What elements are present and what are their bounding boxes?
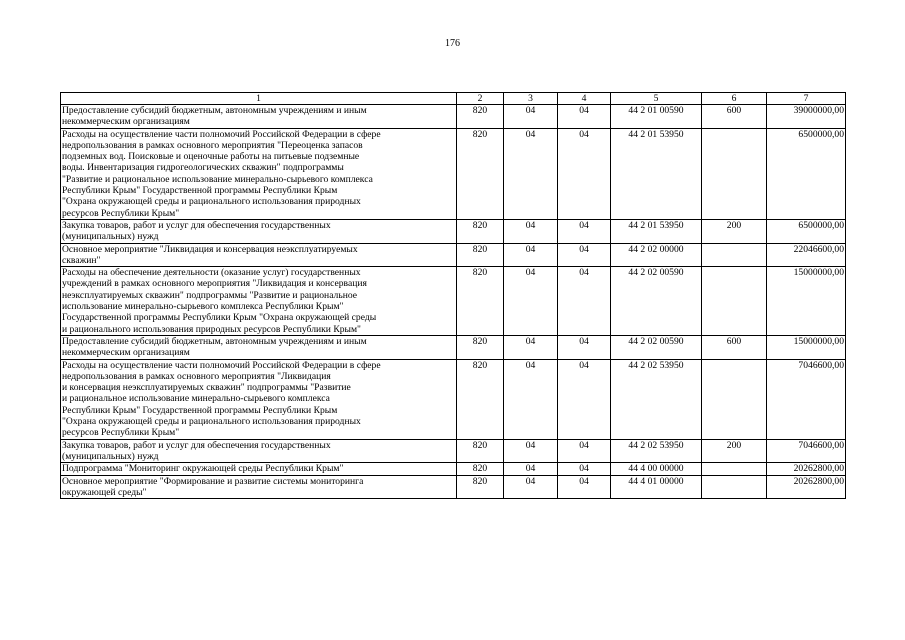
row-amount: 15000000,00 [767,335,846,359]
row-col-5: 44 2 01 00590 [611,105,702,129]
table-row [61,359,846,439]
row-col-3: 04 [504,267,558,336]
row-amount: 7046600,00 [767,439,846,463]
row-col-3: 04 [504,439,558,463]
row-col-4: 04 [558,219,611,243]
row-col-2: 820 [457,463,504,475]
row-name: Предоставление субсидий бюджетным, автономным учреждениям и иным некоммерческим организациям [61,335,457,359]
row-col-6: 200 [702,439,767,463]
row-col-5: 44 4 00 00000 [611,463,702,475]
row-col-3: 04 [504,359,558,439]
header-col-5: 5 [611,93,702,105]
row-amount: 39000000,00 [767,105,846,129]
header-col-2: 2 [457,93,504,105]
header-col-4: 4 [558,93,611,105]
row-amount: 15000000,00 [767,267,846,336]
row-col-5: 44 2 02 00590 [611,267,702,336]
table-row [61,243,846,267]
header-col-1: 1 [61,93,457,105]
row-col-2: 820 [457,439,504,463]
row-col-4: 04 [558,335,611,359]
row-name: Предоставление субсидий бюджетным, автономным учреждениям и иным некоммерческим организациям [61,105,457,129]
row-name: Закупка товаров, работ и услуг для обеспечения государственных (муниципальных) нужд [61,219,457,243]
table-row [61,128,846,219]
row-col-5: 44 2 01 53950 [611,128,702,219]
row-col-3: 04 [504,475,558,499]
row-col-5: 44 2 01 53950 [611,219,702,243]
row-col-2: 820 [457,267,504,336]
row-col-2: 820 [457,359,504,439]
row-col-4: 04 [558,439,611,463]
row-col-4: 04 [558,128,611,219]
header-col-6: 6 [702,93,767,105]
row-col-6 [702,359,767,439]
row-amount: 6500000,00 [767,128,846,219]
row-col-4: 04 [558,267,611,336]
row-col-6 [702,267,767,336]
row-col-2: 820 [457,335,504,359]
row-col-6: 600 [702,335,767,359]
budget-table [60,92,846,499]
row-name: Основное мероприятие "Формирование и развитие системы мониторинга окружающей среды" [61,475,457,499]
row-col-6 [702,475,767,499]
row-col-6: 200 [702,219,767,243]
row-col-3: 04 [504,219,558,243]
row-name: Расходы на осуществление части полномочий Российской Федерации в сфере недропользования в рамках основного мероприятия "Переоценка запасов подземных вод. Поисковые и оценочные работы на питьевые подземные воды. Инвентаризация гидрогеологических скважин" подпрограммы "Развитие и рациональное использование минерально-сырьевого комплекса Республики Крым" Государственной программы Республики Крым "Охрана окружающей среды и рационального использования природных ресурсов Республики Крым" [61,128,457,219]
row-col-5: 44 2 02 53950 [611,439,702,463]
row-col-2: 820 [457,219,504,243]
row-col-4: 04 [558,105,611,129]
row-col-4: 04 [558,475,611,499]
row-col-4: 04 [558,463,611,475]
row-name: Подпрограмма "Мониторинг окружающей среды Республики Крым" [61,463,457,475]
row-col-5: 44 2 02 00590 [611,335,702,359]
row-name: Расходы на обеспечение деятельности (оказание услуг) государственных учреждений в рамках основного мероприятия "Ликвидация и консервация неэксплуатируемых скважин" подпрограммы "Развитие и рациональное использование минерально-сырьевого комплекса Республики Крым" Государственной программы Республики Крым "Охрана окружающей среды и рационального использования природных ресурсов Республики Крым" [61,267,457,336]
row-name: Закупка товаров, работ и услуг для обеспечения государственных (муниципальных) нужд [61,439,457,463]
row-col-2: 820 [457,475,504,499]
table-row [61,105,846,129]
table-row [61,439,846,463]
row-col-4: 04 [558,359,611,439]
row-col-5: 44 2 02 53950 [611,359,702,439]
header-col-7: 7 [767,93,846,105]
table-row [61,267,846,336]
row-col-3: 04 [504,335,558,359]
row-col-3: 04 [504,463,558,475]
row-amount: 6500000,00 [767,219,846,243]
row-amount: 20262800,00 [767,463,846,475]
header-row [61,93,846,105]
row-name: Основное мероприятие "Ликвидация и консервация неэксплуатируемых скважин" [61,243,457,267]
row-col-6: 600 [702,105,767,129]
row-amount: 20262800,00 [767,475,846,499]
row-col-2: 820 [457,243,504,267]
table-row [61,463,846,475]
row-col-3: 04 [504,105,558,129]
row-col-4: 04 [558,243,611,267]
row-col-3: 04 [504,128,558,219]
row-col-2: 820 [457,128,504,219]
row-col-3: 04 [504,243,558,267]
row-col-6 [702,463,767,475]
table-row [61,335,846,359]
row-amount: 22046600,00 [767,243,846,267]
page-number: 176 [445,38,460,49]
table-row [61,475,846,499]
row-col-2: 820 [457,105,504,129]
row-name: Расходы на осуществление части полномочий Российской Федерации в сфере недропользования в рамках основного мероприятия "Ликвидация и консервация неэксплуатируемых скважин" подпрограммы "Развитие и рациональное использование минерально-сырьевого комплекса Республики Крым" Государственной программы Республики Крым "Охрана окружающей среды и рационального использования природных ресурсов Республики Крым" [61,359,457,439]
row-col-6 [702,243,767,267]
row-col-6 [702,128,767,219]
row-amount: 7046600,00 [767,359,846,439]
row-col-5: 44 2 02 00000 [611,243,702,267]
row-col-5: 44 4 01 00000 [611,475,702,499]
header-col-3: 3 [504,93,558,105]
table-row [61,219,846,243]
